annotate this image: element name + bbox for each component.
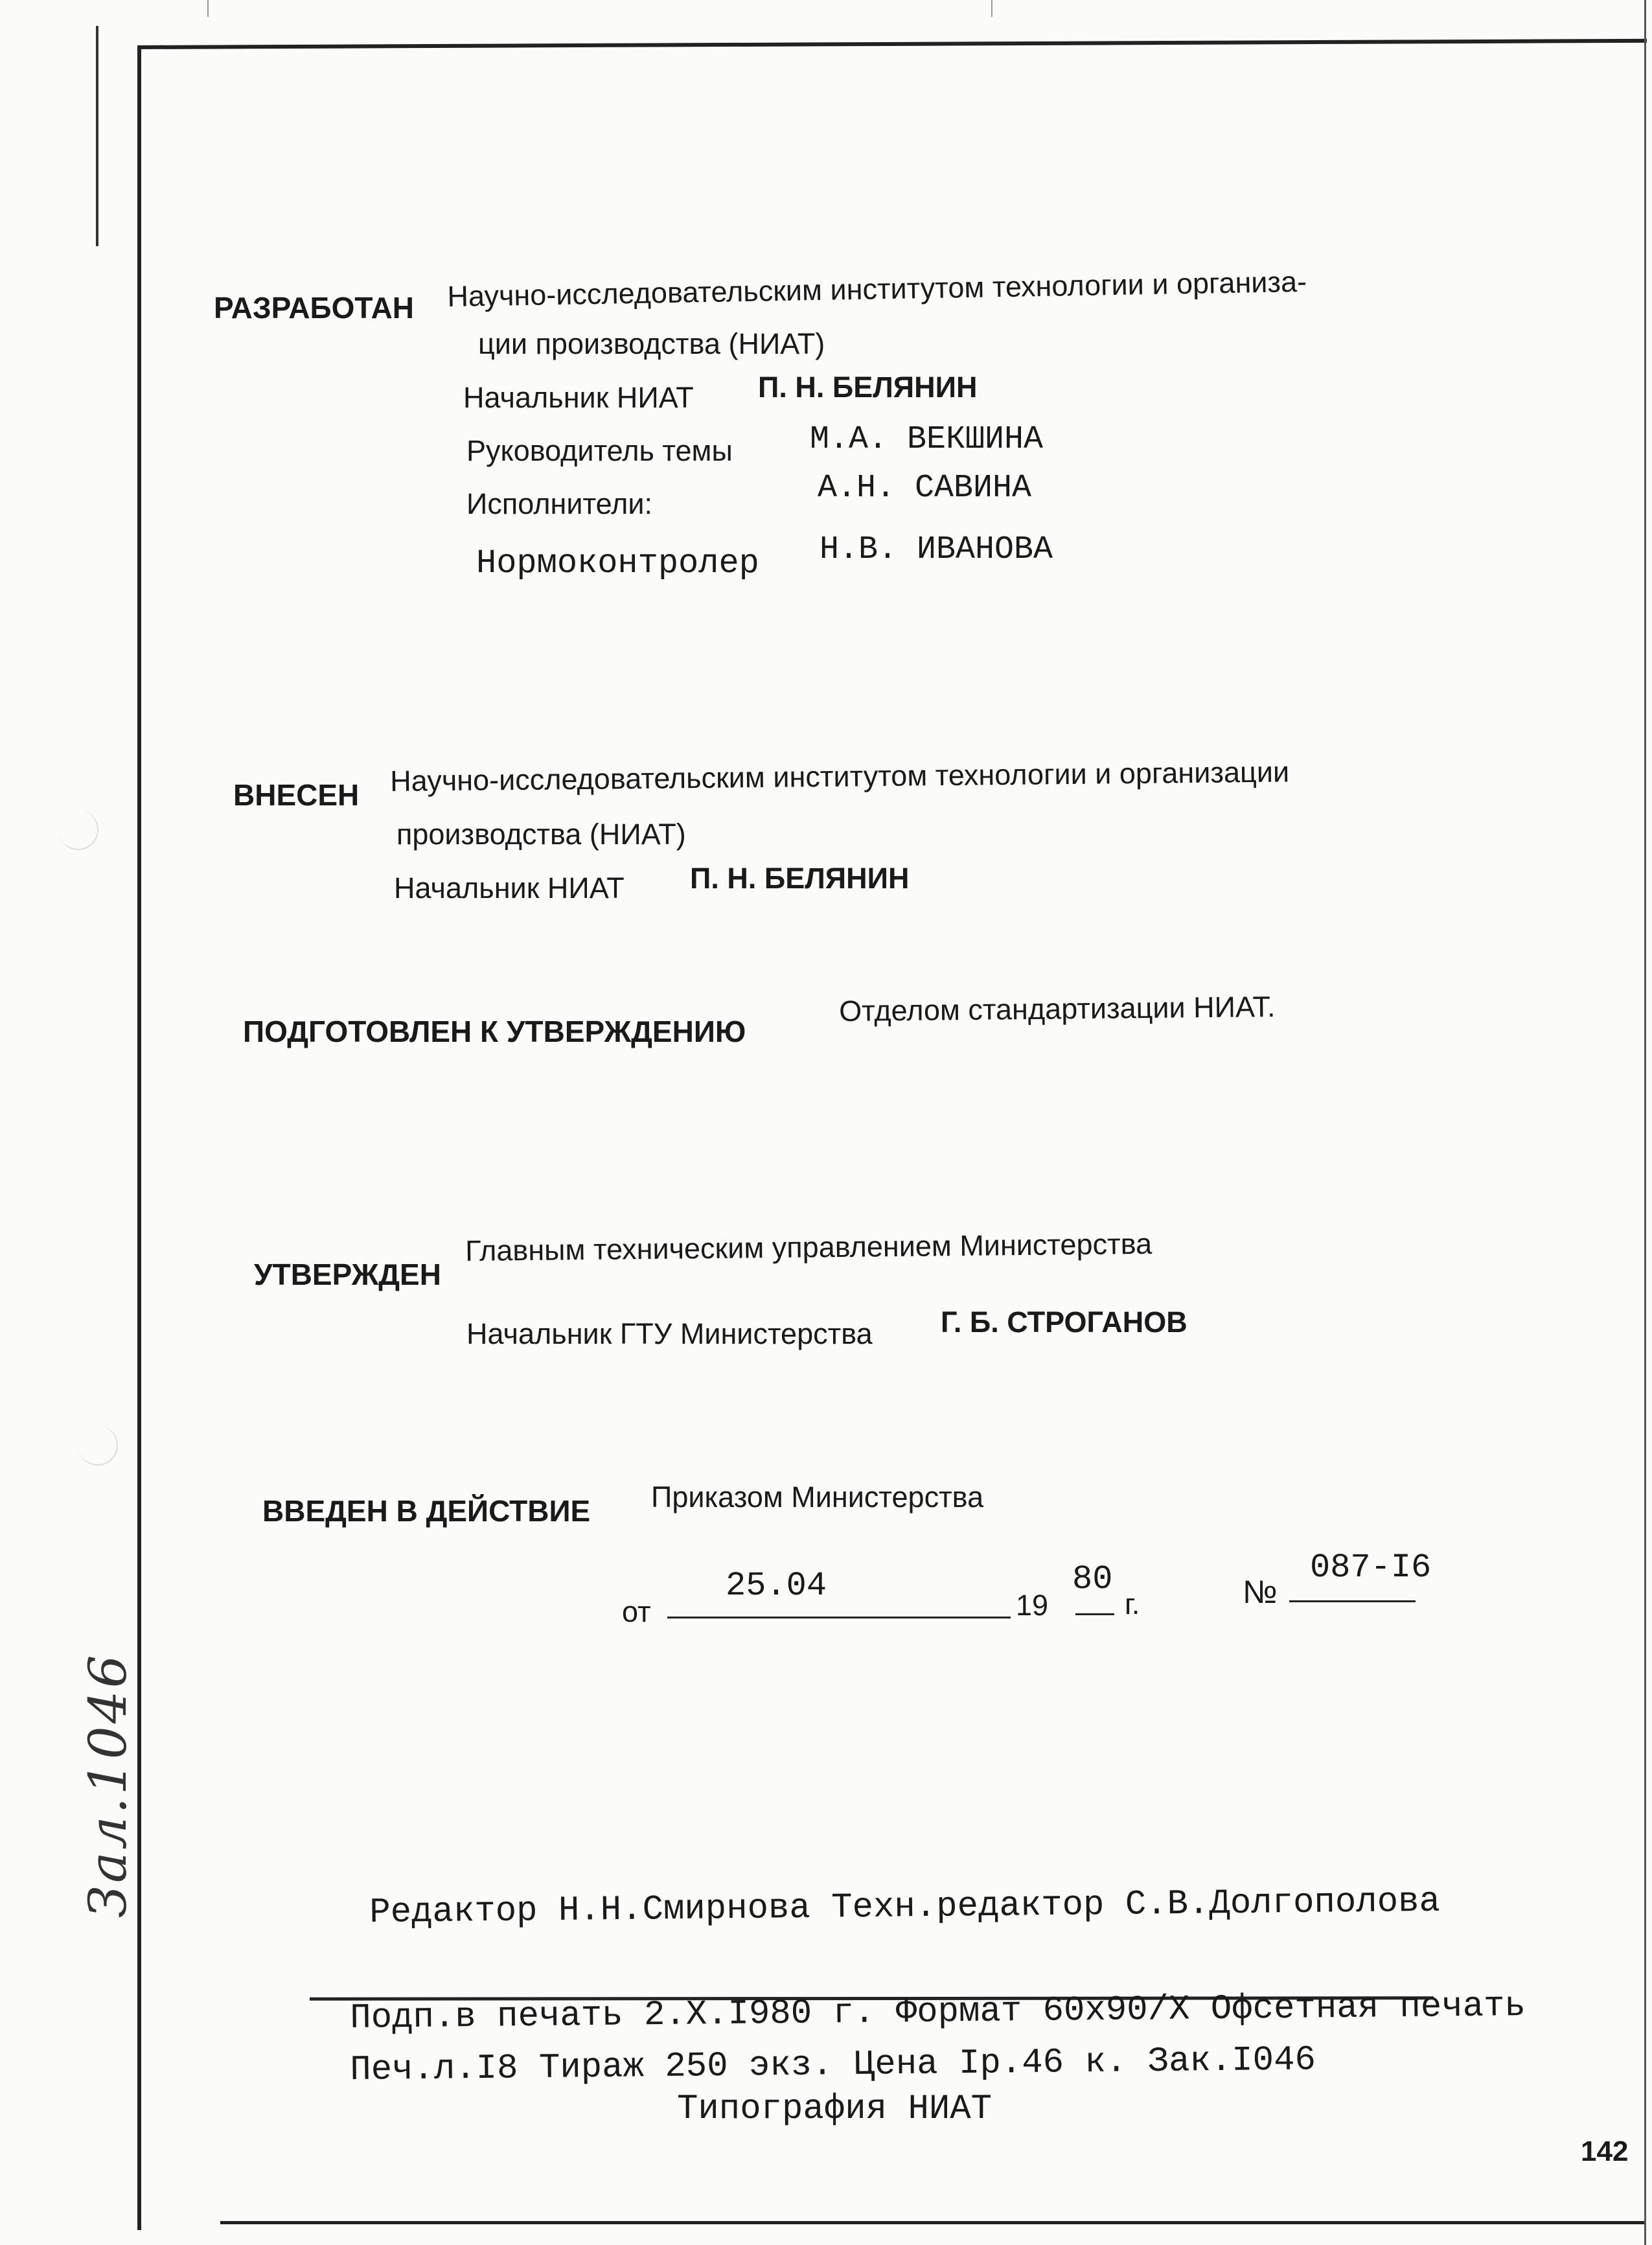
number-underline	[1289, 1600, 1416, 1602]
vveden-number-value: 087-I6	[1310, 1548, 1432, 1587]
vveden-year-value: 80	[1072, 1560, 1113, 1598]
imprint-line1: Подп.в печать 2.Х.I980 г. Формат 60х90/Х Офсетная печать	[350, 1986, 1526, 2038]
punch-hole	[58, 810, 98, 850]
razrabotan-org-line2: ции производства (НИАТ)	[478, 327, 825, 360]
vveden-date-value: 25.04	[726, 1567, 827, 1605]
razrabotan-normcontrol-label: Нормоконтролер	[476, 544, 759, 582]
vveden-ot-label: от	[622, 1595, 651, 1628]
razrabotan-chief-name: П. Н. БЕЛЯНИН	[758, 371, 978, 404]
scan-edge-mark	[96, 26, 98, 246]
utverzhden-heading: УТВЕРЖДЕН	[254, 1258, 441, 1291]
scan-edge-mark	[207, 0, 209, 17]
podgotovlen-text: Отделом стандартизации НИАТ.	[839, 989, 1276, 1028]
vnesen-heading: ВНЕСЕН	[233, 778, 360, 812]
vnesen-chief-label: Начальник НИАТ	[394, 871, 625, 904]
vnesen-chief-name: П. Н. БЕЛЯНИН	[690, 862, 910, 895]
razrabotan-lead-label: Руководитель темы	[466, 434, 733, 467]
razrabotan-normcontrol-name: Н.В. ИВАНОВА	[820, 531, 1053, 568]
vveden-text: Приказом Министерства	[651, 1480, 984, 1514]
utverzhden-chief-name: Г. Б. СТРОГАНОВ	[941, 1306, 1187, 1339]
year-underline	[1075, 1613, 1114, 1615]
vveden-number-label: №	[1243, 1574, 1278, 1610]
razrabotan-chief-label: Начальник НИАТ	[463, 381, 694, 414]
vveden-year-suffix: г.	[1125, 1587, 1140, 1620]
utverzhden-text: Главным техническим управлением Министерства	[465, 1226, 1153, 1267]
razrabotan-org-line1: Научно-исследовательским институтом технологии и организа-	[447, 264, 1307, 313]
podgotovlen-heading: ПОДГОТОВЛЕН К УТВЕРЖДЕНИЮ	[243, 1015, 746, 1048]
vveden-year-prefix: 19	[1016, 1589, 1049, 1622]
imprint-line3: Типография НИАТ	[677, 2090, 992, 2129]
vnesen-org-line1: Научно-исследовательским институтом технологии и организации	[390, 755, 1290, 798]
razrabotan-lead-name: М.А. ВЕКШИНА	[810, 421, 1044, 458]
page-frame-top	[137, 39, 1647, 49]
handwritten-note: Зал.1046	[78, 1652, 138, 1918]
page-frame-right	[1644, 0, 1646, 2245]
vnesen-org-line2: производства (НИАТ)	[396, 818, 686, 851]
page-frame-bottom	[220, 2221, 1646, 2224]
date-underline	[667, 1617, 1011, 1618]
razrabotan-heading: РАЗРАБОТАН	[214, 291, 415, 325]
utverzhden-chief-label: Начальник ГТУ Министерства	[466, 1317, 873, 1350]
page-number: 142	[1581, 2136, 1629, 2167]
razrabotan-performers-name: А.Н. САВИНА	[818, 470, 1032, 507]
scan-edge-mark	[991, 0, 992, 17]
punch-hole	[78, 1425, 118, 1466]
vveden-heading: ВВЕДЕН В ДЕЙСТВИЕ	[262, 1494, 591, 1528]
imprint-editors: Редактор Н.Н.Смирнова Техн.редактор С.В.Долгополова	[369, 1882, 1441, 1933]
imprint-line2: Печ.л.I8 Тираж 250 экз. Цена Iр.46 к. Зак.I046	[350, 2040, 1316, 2090]
razrabotan-performers-label: Исполнители:	[466, 487, 653, 520]
